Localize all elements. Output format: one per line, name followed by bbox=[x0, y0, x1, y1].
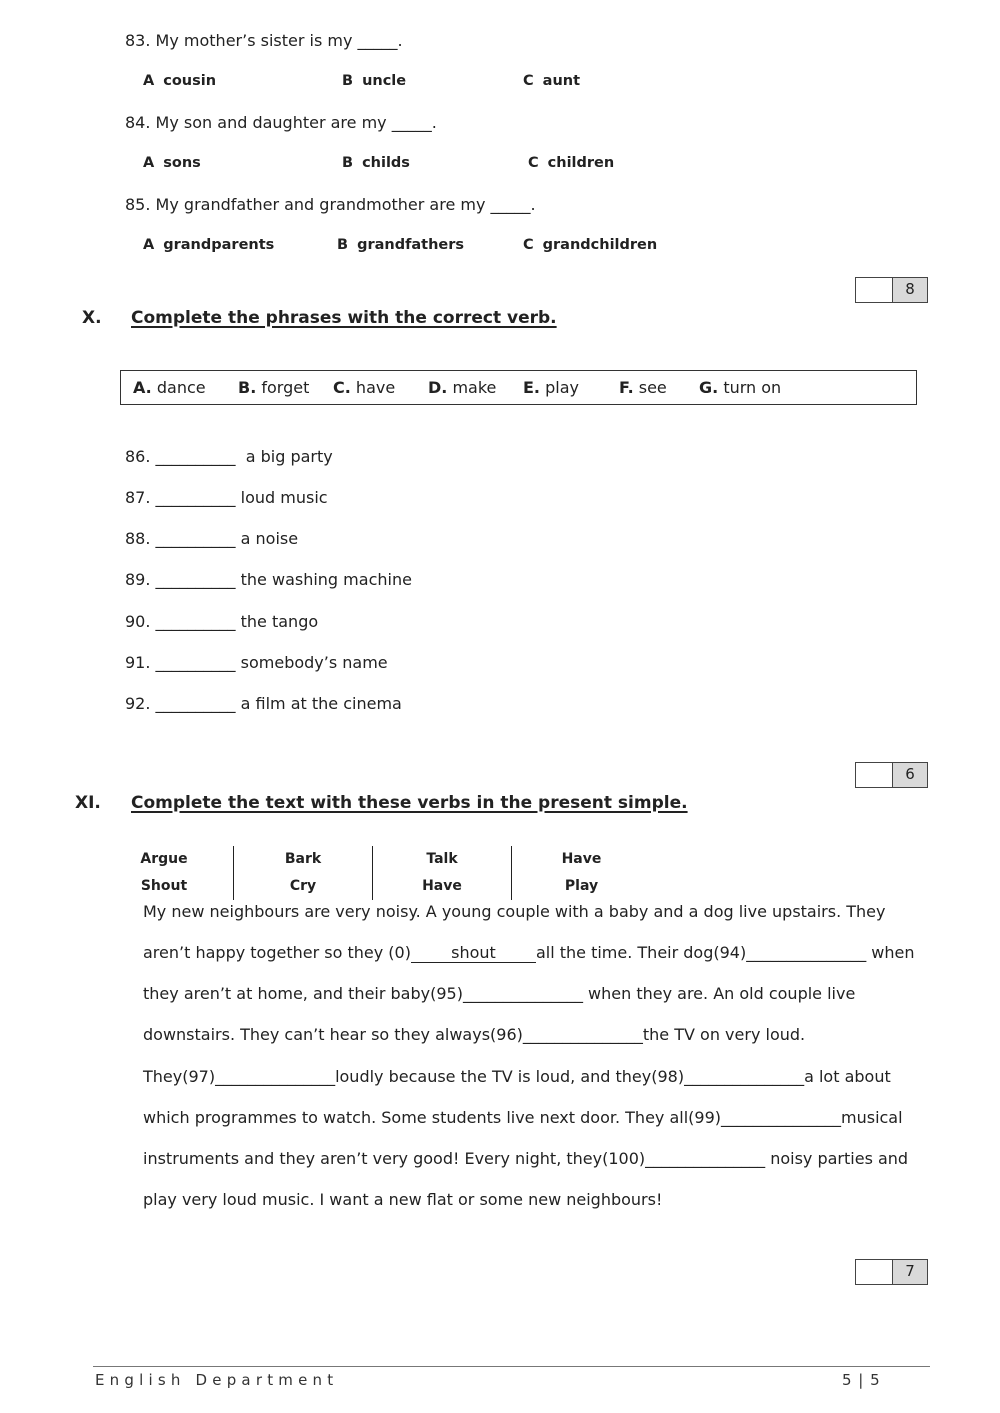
question-number: 83. bbox=[125, 31, 151, 50]
footer-department: English Department bbox=[95, 1371, 339, 1389]
word-bank-item bbox=[428, 371, 496, 404]
footer-divider bbox=[93, 1366, 930, 1367]
vocabulary-questions bbox=[0, 20, 1000, 266]
question-85-options bbox=[0, 225, 1000, 266]
text-segment: downstairs. They can’t hear so they always(96)_______________the TV on very loud. bbox=[143, 1025, 806, 1045]
question-number: 84. bbox=[125, 113, 151, 132]
option-letter: B bbox=[337, 237, 349, 253]
question-text: My mother’s sister is my _____. bbox=[155, 31, 403, 50]
verb: Shout bbox=[95, 873, 234, 900]
text-segment: which programmes to watch. Some students live next door. They all(99)_______________musical bbox=[143, 1107, 903, 1127]
phrase-89 bbox=[125, 559, 825, 600]
phrase-number: 86. bbox=[125, 447, 151, 466]
score-box-blank bbox=[856, 763, 893, 787]
option-letter: A bbox=[143, 155, 155, 171]
option-b bbox=[337, 225, 464, 266]
verb: Play bbox=[564, 878, 599, 894]
text-line bbox=[143, 1014, 993, 1055]
phrase-text: __________ a big party bbox=[155, 447, 333, 466]
score-box-points: 8 bbox=[893, 278, 927, 302]
score-box-points: 6 bbox=[893, 763, 927, 787]
phrase-number: 91. bbox=[125, 652, 151, 672]
text-line bbox=[143, 973, 993, 1014]
question-text: My son and daughter are my _____. bbox=[155, 113, 437, 132]
word: play bbox=[545, 378, 579, 397]
text-segment: My new neighbours are very noisy. A young couple with a baby and a dog live upstairs. They bbox=[143, 902, 886, 921]
score-box-section-x bbox=[855, 762, 928, 788]
text-line bbox=[143, 1179, 993, 1220]
text-segment: instruments and they aren’t very good! Every night, they(100)_______________ noisy parties and bbox=[143, 1148, 909, 1168]
text-line bbox=[143, 1097, 993, 1138]
text-segment: aren’t happy together so they (0) bbox=[143, 943, 411, 963]
phrase-number: 89. bbox=[125, 570, 151, 590]
word-bank-item bbox=[133, 371, 206, 404]
score-box-vocabulary bbox=[855, 277, 928, 303]
text-segment: they aren’t at home, and their baby(95)_______________ when they are. An old couple live bbox=[143, 984, 856, 1004]
option-letter: C bbox=[523, 237, 534, 253]
option-c bbox=[528, 143, 614, 184]
phrase-86 bbox=[125, 436, 825, 477]
option-c bbox=[523, 225, 657, 266]
text-line bbox=[143, 932, 993, 973]
verb: Bark bbox=[234, 846, 373, 873]
phrase-number: 87. bbox=[125, 488, 151, 508]
option-letter: A bbox=[143, 237, 155, 253]
phrase-text: __________ the washing machine bbox=[155, 570, 412, 590]
section-xi-heading bbox=[0, 791, 1000, 815]
option-letter: B bbox=[342, 155, 354, 171]
phrase-number: 92. bbox=[125, 693, 151, 713]
word-letter: C. bbox=[333, 378, 351, 397]
question-85 bbox=[0, 184, 1000, 225]
verb: Argue bbox=[95, 846, 234, 873]
option-word: children bbox=[547, 155, 615, 171]
option-word: grandparents bbox=[163, 237, 275, 253]
word-letter: D. bbox=[428, 378, 448, 397]
phrase-91 bbox=[125, 642, 825, 683]
word-letter: A. bbox=[133, 378, 152, 397]
section-numeral: X. bbox=[82, 308, 102, 328]
option-word: grandfathers bbox=[357, 237, 465, 253]
option-word: childs bbox=[362, 155, 410, 171]
text-segment: all the time. Their dog(94)_______________ when bbox=[535, 943, 915, 963]
verb: Talk bbox=[373, 846, 512, 873]
phrase-list bbox=[125, 436, 825, 724]
word-letter: F. bbox=[619, 378, 634, 397]
phrase-number: 90. bbox=[125, 611, 151, 631]
text-line bbox=[143, 1056, 993, 1097]
text-line bbox=[143, 891, 993, 932]
word-letter: E. bbox=[523, 378, 541, 397]
option-a bbox=[143, 61, 216, 102]
option-b bbox=[342, 143, 410, 184]
word: have bbox=[355, 378, 396, 397]
score-box-blank bbox=[856, 278, 893, 302]
word-bank-item bbox=[699, 371, 781, 404]
phrase-90 bbox=[125, 601, 825, 642]
phrase-text: __________ the tango bbox=[155, 611, 319, 631]
phrase-number: 88. bbox=[125, 529, 151, 549]
word-bank-item bbox=[238, 371, 309, 404]
question-83 bbox=[0, 20, 1000, 61]
option-word: cousin bbox=[163, 73, 217, 89]
option-word: aunt bbox=[542, 73, 581, 89]
verb: Have bbox=[561, 851, 602, 867]
question-83-options bbox=[0, 61, 1000, 102]
gap-fill-text bbox=[143, 891, 993, 1220]
word-bank-item bbox=[619, 371, 667, 404]
option-b bbox=[342, 61, 406, 102]
word-letter: G. bbox=[699, 378, 719, 397]
word: forget bbox=[261, 378, 310, 397]
question-number: 85. bbox=[125, 195, 151, 214]
score-box-points: 7 bbox=[893, 1260, 927, 1284]
section-title: Complete the phrases with the correct verb. bbox=[131, 308, 557, 328]
phrase-92 bbox=[125, 683, 825, 724]
score-box-blank bbox=[856, 1260, 893, 1284]
score-box-section-xi bbox=[855, 1259, 928, 1285]
phrase-88 bbox=[125, 518, 825, 559]
example-answer: shout bbox=[411, 944, 536, 963]
option-letter: C bbox=[528, 155, 539, 171]
verb: Have bbox=[373, 873, 512, 900]
text-segment: They(97)_______________loudly because the TV is loud, and they(98)_______________a lot about bbox=[143, 1066, 891, 1086]
word-bank-box bbox=[120, 370, 917, 405]
phrase-text: __________ a film at the cinema bbox=[155, 693, 402, 713]
text-segment: play very loud music. I want a new flat or some new neighbours! bbox=[143, 1189, 663, 1209]
section-numeral: XI. bbox=[75, 793, 101, 813]
phrase-text: __________ somebody’s name bbox=[155, 652, 388, 672]
word: see bbox=[638, 378, 667, 397]
option-letter: C bbox=[523, 73, 534, 89]
option-a bbox=[143, 225, 274, 266]
question-line bbox=[125, 102, 437, 143]
word-bank-item bbox=[523, 371, 579, 404]
phrase-text: __________ loud music bbox=[155, 488, 328, 508]
option-letter: A bbox=[143, 73, 155, 89]
verb: Cry bbox=[234, 873, 373, 900]
question-line bbox=[125, 20, 403, 61]
text-line bbox=[143, 1138, 993, 1179]
question-84 bbox=[0, 102, 1000, 143]
word-bank-item bbox=[333, 371, 395, 404]
option-a bbox=[143, 143, 201, 184]
word: make bbox=[452, 378, 497, 397]
question-84-options bbox=[0, 143, 1000, 184]
option-word: uncle bbox=[362, 73, 407, 89]
question-text: My grandfather and grandmother are my _____. bbox=[155, 195, 536, 214]
section-x-heading bbox=[0, 306, 1000, 330]
word-letter: B. bbox=[238, 378, 257, 397]
option-word: grandchildren bbox=[542, 237, 658, 253]
option-letter: B bbox=[342, 73, 354, 89]
option-word: sons bbox=[163, 155, 201, 171]
word: turn on bbox=[723, 378, 782, 397]
question-line bbox=[125, 184, 536, 225]
phrase-87 bbox=[125, 477, 825, 518]
footer-page-number: 5 | 5 bbox=[842, 1371, 881, 1389]
section-title: Complete the text with these verbs in the present simple. bbox=[131, 793, 688, 813]
word: dance bbox=[156, 378, 206, 397]
phrase-text: __________ a noise bbox=[155, 529, 299, 549]
option-c bbox=[523, 61, 580, 102]
